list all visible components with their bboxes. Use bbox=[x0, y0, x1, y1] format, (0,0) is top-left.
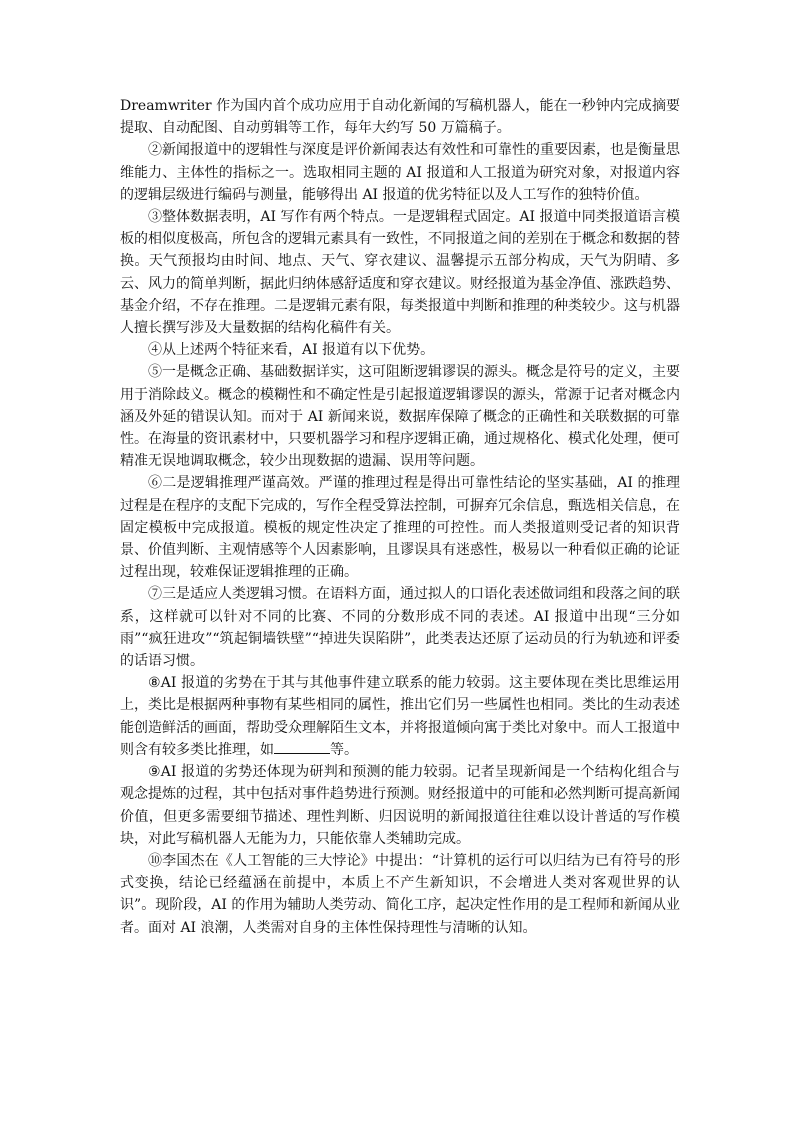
paragraph-8 bbox=[120, 672, 680, 761]
paragraph-1: Dreamwriter 作为国内首个成功应用于自动化新闻的写稿机器人，能在一秒钟内完成摘要提取、自动配图、自动剪辑等工作，每年大约写 50 万篇稿子。 bbox=[120, 98, 680, 137]
paragraph-5: ⑤一是概念正确、基础数据详实，这可阻断逻辑谬误的源头。概念是符号的定义，主要用于消除歧义。概念的模糊性和不确定性是引起报道逻辑谬误的源头，常源于记者对概念内涵及外延的错误认知。而对于 AI 新闻来说，数据库保障了概念的正确性和关联数据的可靠性。在海量的资讯素材中，只要机器学习和程序逻辑正确，通过规格化、模式化处理，便可精准无误地调取概念，较少出现数据的遗漏、误用等问题。 bbox=[120, 364, 680, 470]
fill-in-blank[interactable] bbox=[274, 739, 330, 754]
paragraph-8-text: ⑧AI 报道的劣势在于其与其他事件建立联系的能力较弱。这主要体现在类比思维运用上，类比是根据两种事物有某些相同的属性，推出它们另一些属性也相同。类比的生动表述能创造鲜活的画面，帮助受众理解陌生文本，并将报道倾向寓于类比对象中。而人工报道中则含有较多类比推理，如 bbox=[120, 675, 680, 758]
paragraph-9: ⑨AI 报道的劣势还体现为研判和预测的能力较弱。记者呈现新闻是一个结构化组合与观念提炼的过程，其中包括对事件趋势进行预测。财经报道中的可能和必然判断可提高新闻价值，但更多需要细节描述、理性判断、归因说明的新闻报道往往难以设计普适的写作模块，对此写稿机器人无能为力，只能依靠人类辅助完成。 bbox=[120, 764, 680, 847]
paragraph-6: ⑥二是逻辑推理严谨高效。严谨的推理过程是得出可靠性结论的坚实基础，AI 的推理过程是在程序的支配下完成的，写作全程受算法控制，可摒弃冗余信息，甄选相关信息，在固定模板中完成报道。模板的规定性决定了推理的可控性。而人类报道则受记者的知识背景、价值判断、主观情感等个人因素影响，且谬误具有迷惑性，极易以一种看似正确的论证过程出现，较难保证逻辑推理的正确。 bbox=[120, 475, 680, 581]
paragraph-10: ⑩李国杰在《人工智能的三大悖论》中提出：“计算机的运行可以归结为已有符号的形式变换，结论已经蕴涵在前提中，本质上不产生新知识，不会增进人类对客观世界的认识”。现阶段，AI 的作用为辅助人类劳动、简化工序，起决定性作用的是工程师和新闻从业者。面对 AI 浪潮，人类需对自身的主体性保持理性与清晰的认知。 bbox=[120, 852, 680, 936]
paragraph-7: ⑦三是适应人类逻辑习惯。在语料方面，通过拟人的口语化表述做词组和段落之间的联系，这样就可以针对不同的比赛、不同的分数形成不同的表述。AI 报道中出现“三分如雨”“疯狂进攻”“筑起铜墙铁壁”“掉进失误陷阱”，此类表达还原了运动员的行为轨迹和评委的话语习惯。 bbox=[120, 586, 680, 670]
article-body bbox=[120, 95, 680, 939]
paragraph-3: ③整体数据表明，AI 写作有两个特点。一是逻辑程式固定。AI 报道中同类报道语言模板的相似度极高，所包含的逻辑元素具有一致性，不同报道之间的差别在于概念和数据的替换。天气预报均由时间、地点、天气、穿衣建议、温馨提示五部分构成，天气为阴晴、多云、风力的简单判断，据此归纳体感舒适度和穿衣建议。财经报道为基金净值、涨跌趋势、基金介绍，不存在推理。二是逻辑元素有限，每类报道中判断和推理的种类较少。这与机器人擅长撰写涉及大量数据的结构化稿件有关。 bbox=[120, 209, 680, 337]
paragraph-2: ②新闻报道中的逻辑性与深度是评价新闻表达有效性和可靠性的重要因素，也是衡量思维能力、主体性的指标之一。选取相同主题的 AI 报道和人工报道为研究对象，对报道内容的逻辑层级进行编码与测量，能够得出 AI 报道的优劣特征以及人工写作的独特价值。 bbox=[120, 142, 680, 203]
paragraph-4: ④从上述两个特征来看，AI 报道有以下优势。 bbox=[148, 342, 435, 359]
paragraph-8-tail: 等。 bbox=[330, 741, 358, 758]
